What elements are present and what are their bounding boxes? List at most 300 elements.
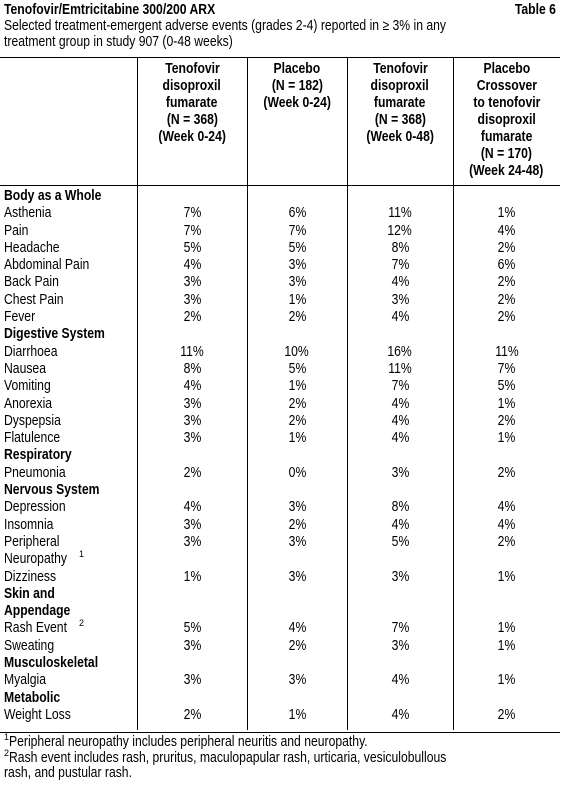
value-text: 7%: [497, 360, 516, 377]
header-divider: [0, 185, 560, 186]
value-text: 7%: [183, 205, 201, 222]
value-cell: [347, 274, 453, 291]
value-cell: [347, 396, 453, 413]
value-cell: [247, 361, 347, 378]
value-text: 2%: [497, 533, 516, 550]
row-label: [4, 499, 77, 516]
row-label-text: Rash Event: [4, 620, 67, 637]
column-header-line: [347, 61, 453, 78]
subtitle-line-2: treatment group in study 907 (0-48 weeks): [4, 34, 233, 50]
value-text: 4%: [183, 378, 201, 395]
value-cell: [247, 569, 347, 586]
footnote-number: 2: [4, 747, 10, 758]
row-label-text: Anorexia: [4, 395, 53, 412]
footnote-number: 1: [4, 732, 10, 743]
value-cell: [137, 569, 247, 586]
row-label-text: Digestive System: [4, 326, 105, 343]
section-header-row: [0, 603, 560, 620]
table-row: [0, 465, 560, 482]
column-header-line: [137, 95, 247, 112]
row-label: [4, 292, 75, 309]
row-label: [4, 240, 70, 257]
value-cell: [453, 707, 560, 724]
value-text: 5%: [183, 620, 201, 637]
row-label-text: Asthenia: [4, 205, 52, 222]
value-cell: [453, 672, 560, 689]
value-text: 2%: [497, 706, 516, 723]
value-text: 2%: [183, 464, 201, 481]
column-header-line: [347, 78, 453, 95]
value-cell: [247, 413, 347, 430]
value-text: 4%: [497, 499, 516, 516]
column-header-line: [453, 146, 560, 163]
value-cell: [453, 430, 560, 447]
value-text: 2%: [497, 309, 516, 326]
row-label-text: Insomnia: [4, 516, 54, 533]
value-text: 4%: [497, 222, 516, 239]
value-cell: [347, 240, 453, 257]
footnote-text: Peripheral neuropathy includes peripheral neuritis and neuropathy.: [9, 734, 368, 750]
value-text: 3%: [391, 568, 409, 585]
value-text: 1%: [288, 291, 306, 308]
value-text: 2%: [497, 274, 516, 291]
value-cell: [247, 309, 347, 326]
row-label-text: Sweating: [4, 637, 55, 654]
value-cell: [347, 292, 453, 309]
row-label-text: Nervous System: [4, 482, 100, 499]
column-header-text: Tenofovir: [164, 61, 220, 77]
column-header-text: fumarate: [480, 129, 533, 145]
row-label-text: Vomiting: [4, 378, 51, 395]
value-cell: [137, 361, 247, 378]
value-cell: [247, 499, 347, 516]
value-text: 3%: [288, 672, 306, 689]
value-text: 1%: [497, 205, 516, 222]
section-label: [4, 690, 71, 707]
column-header-text: disoproxil: [162, 78, 222, 94]
value-text: 3%: [183, 430, 201, 447]
row-label-text: Myalgia: [4, 672, 46, 689]
table-row: [0, 413, 560, 430]
row-label: [4, 378, 60, 395]
value-cell: [137, 223, 247, 240]
value-text: 3%: [183, 412, 201, 429]
column-header-text: Tenofovir: [372, 61, 428, 77]
value-cell: [347, 569, 453, 586]
column-header-text: Crossover: [476, 78, 537, 94]
table-row: [0, 517, 560, 534]
row-label: [4, 274, 69, 291]
value-cell: [247, 396, 347, 413]
column-header-line: [347, 129, 453, 146]
value-text: 7%: [391, 257, 409, 274]
value-cell: [347, 638, 453, 655]
footnote-text: Rash event includes rash, pruritus, maculopapular rash, urticaria, vesiculobullous: [9, 749, 447, 766]
value-cell: [247, 344, 347, 361]
value-text: 2%: [288, 309, 306, 326]
value-cell: [453, 344, 560, 361]
column-header-line: [137, 61, 247, 78]
value-cell: [137, 465, 247, 482]
row-label: [4, 620, 84, 637]
value-text: 3%: [183, 274, 201, 291]
value-cell: [453, 205, 560, 222]
value-text: 3%: [288, 533, 306, 550]
table-number: [507, 2, 556, 18]
row-label: [4, 309, 41, 326]
value-text: 12%: [387, 222, 413, 239]
column-header-text: Placebo: [483, 61, 530, 77]
section-header-row: [0, 482, 560, 499]
value-text: 3%: [288, 274, 306, 291]
value-text: 11%: [388, 360, 412, 377]
column-header-text: (Week 0-24): [263, 95, 331, 111]
row-label-text: Fever: [4, 309, 36, 326]
row-label-text: Flatulence: [4, 430, 61, 447]
value-cell: [453, 292, 560, 309]
value-text: 7%: [183, 222, 201, 239]
table-row: [0, 638, 560, 655]
row-label-text: Chest Pain: [4, 291, 64, 308]
value-cell: [347, 361, 453, 378]
row-label-text: Abdominal Pain: [4, 257, 90, 274]
value-text: 2%: [288, 516, 306, 533]
row-label: [4, 465, 77, 482]
section-label: [4, 586, 64, 603]
value-text: 11%: [388, 205, 412, 222]
column-header-line: [453, 163, 560, 180]
column-header-text: disoproxil: [477, 112, 536, 128]
value-text: 8%: [391, 239, 409, 256]
adverse-events-table: [0, 57, 560, 733]
document-title: Tenofovir/Emtricitabine 300/200 ARX: [4, 2, 216, 18]
value-cell: [347, 499, 453, 516]
value-cell: [137, 292, 247, 309]
value-text: 3%: [183, 672, 201, 689]
column-header-line: [247, 78, 347, 95]
table-row: [0, 378, 560, 395]
value-text: 3%: [183, 533, 201, 550]
column-header-text: fumarate: [166, 95, 218, 111]
row-label: [4, 413, 72, 430]
value-cell: [137, 499, 247, 516]
value-cell: [247, 378, 347, 395]
value-text: 6%: [288, 205, 306, 222]
value-cell: [137, 638, 247, 655]
footnote: [4, 732, 558, 751]
value-cell: [247, 517, 347, 534]
value-text: 3%: [288, 499, 306, 516]
value-cell: [453, 361, 560, 378]
title-row: [4, 2, 558, 18]
section-label: [4, 447, 85, 464]
value-cell: [347, 413, 453, 430]
value-cell: [347, 672, 453, 689]
table-row: [0, 672, 560, 689]
section-label: [4, 482, 118, 499]
column-header: [347, 61, 453, 146]
value-cell: [137, 396, 247, 413]
value-text: 4%: [391, 309, 409, 326]
row-label-text: Peripheral: [4, 533, 60, 550]
column-header: [137, 61, 247, 146]
table-header: [4, 2, 558, 50]
value-cell: [247, 638, 347, 655]
value-cell: [137, 205, 247, 222]
value-text: 16%: [387, 343, 413, 360]
column-header-text: (Week 0-24): [158, 129, 226, 145]
column-header: [453, 61, 560, 180]
value-text: 8%: [183, 360, 201, 377]
value-text: 2%: [288, 412, 306, 429]
value-text: 1%: [288, 430, 306, 447]
table-body: [0, 188, 560, 724]
value-text: 3%: [391, 637, 409, 654]
value-cell: [453, 465, 560, 482]
value-cell: [453, 569, 560, 586]
table-row: [0, 223, 560, 240]
value-cell: [453, 309, 560, 326]
value-text: 1%: [497, 672, 516, 689]
value-text: 7%: [288, 222, 306, 239]
value-text: 10%: [284, 343, 310, 360]
row-label: [4, 430, 71, 447]
value-cell: [453, 257, 560, 274]
footnotes: [4, 732, 558, 782]
value-cell: [453, 240, 560, 257]
value-text: 3%: [391, 464, 409, 481]
column-header-line: [453, 95, 560, 112]
value-text: 4%: [183, 499, 201, 516]
section-label: [4, 655, 116, 672]
table-row: [0, 205, 560, 222]
value-text: 5%: [183, 239, 201, 256]
value-cell: [453, 534, 560, 551]
column-header-text: (N = 368): [166, 112, 218, 128]
column-header-line: [137, 129, 247, 146]
value-cell: [453, 413, 560, 430]
row-label-text: Musculoskeletal: [4, 655, 99, 672]
value-text: 11%: [180, 343, 204, 360]
value-cell: [453, 499, 560, 516]
value-text: 2%: [288, 637, 306, 654]
value-text: 11%: [494, 343, 519, 360]
value-text: 2%: [497, 412, 516, 429]
table-row: [0, 292, 560, 309]
value-text: 4%: [183, 257, 201, 274]
column-header-text: (Week 0-48): [366, 129, 434, 145]
row-label: [4, 517, 63, 534]
value-text: 4%: [391, 274, 409, 291]
value-cell: [137, 672, 247, 689]
value-cell: [347, 517, 453, 534]
value-text: 3%: [391, 291, 409, 308]
value-cell: [247, 620, 347, 637]
section-header-row: [0, 690, 560, 707]
section-header-row: [0, 188, 560, 205]
table-row: [0, 620, 560, 637]
column-header-line: [347, 112, 453, 129]
value-text: 5%: [497, 378, 516, 395]
value-cell: [247, 205, 347, 222]
value-cell: [247, 223, 347, 240]
value-text: 4%: [391, 395, 409, 412]
value-cell: [247, 257, 347, 274]
column-header-text: Placebo: [273, 61, 321, 77]
table-row: [0, 361, 560, 378]
value-cell: [247, 707, 347, 724]
value-cell: [247, 534, 347, 551]
row-label: [4, 257, 106, 274]
row-label: [4, 707, 84, 724]
value-text: 3%: [183, 291, 201, 308]
row-label: [4, 534, 84, 569]
value-cell: [247, 240, 347, 257]
column-header-text: to tenofovir: [473, 95, 540, 111]
table-subtitle: [4, 18, 558, 50]
column-header-line: [247, 95, 347, 112]
column-header-text: (N = 368): [374, 112, 426, 128]
table-row: [0, 707, 560, 724]
row-label-text: Back Pain: [4, 274, 59, 291]
value-cell: [247, 274, 347, 291]
value-text: 2%: [183, 309, 201, 326]
value-text: 1%: [497, 637, 516, 654]
value-text: 3%: [183, 637, 201, 654]
value-cell: [347, 257, 453, 274]
column-header-line: [137, 78, 247, 95]
section-label: [4, 326, 124, 343]
value-text: 3%: [288, 568, 306, 585]
value-cell: [137, 309, 247, 326]
value-cell: [347, 534, 453, 551]
value-cell: [453, 396, 560, 413]
row-label-text: Dizziness: [4, 568, 57, 585]
value-cell: [453, 274, 560, 291]
column-header-text: (Week 24-48): [469, 163, 544, 179]
row-label-text: Pain: [4, 222, 29, 239]
value-cell: [137, 620, 247, 637]
table-row: [0, 569, 560, 586]
row-label: [4, 205, 60, 222]
value-text: 2%: [497, 291, 516, 308]
row-label-text: Depression: [4, 499, 66, 516]
row-label: [4, 223, 33, 240]
column-header-text: (N = 182): [271, 78, 323, 94]
value-text: 3%: [288, 257, 306, 274]
value-text: 0%: [288, 464, 306, 481]
value-text: 7%: [391, 620, 409, 637]
value-cell: [453, 517, 560, 534]
value-text: 4%: [497, 516, 516, 533]
section-header-row: [0, 655, 560, 672]
row-label: [4, 361, 54, 378]
row-label-text: Headache: [4, 239, 60, 256]
value-cell: [347, 309, 453, 326]
table-row: [0, 534, 560, 569]
row-label-text: Dyspepsia: [4, 412, 61, 429]
column-header-line: [453, 78, 560, 95]
value-text: 5%: [391, 533, 409, 550]
value-text: 7%: [391, 378, 409, 395]
value-text: 4%: [391, 672, 409, 689]
column-header-text: fumarate: [374, 95, 426, 111]
footnote-marker: 1: [78, 549, 84, 560]
table-number-label: Table 6: [514, 2, 556, 18]
value-cell: [137, 240, 247, 257]
table-row: [0, 309, 560, 326]
row-label-text: Appendage: [4, 603, 71, 620]
value-cell: [137, 378, 247, 395]
row-label-text: Neuropathy: [4, 551, 67, 568]
value-cell: [247, 292, 347, 309]
value-cell: [453, 638, 560, 655]
footnote-text: rash, and pustular rash.: [4, 765, 132, 781]
footnote: [4, 747, 558, 767]
section-header-row: [0, 586, 560, 603]
row-label: [4, 344, 68, 361]
row-label-text: Respiratory: [4, 447, 72, 464]
subtitle-line-1: Selected treatment-emergent adverse events (grades 2-4) reported in ≥ 3% in any: [4, 18, 447, 34]
value-cell: [347, 430, 453, 447]
section-label: [4, 188, 120, 205]
column-header: [247, 61, 347, 112]
value-text: 5%: [288, 360, 306, 377]
value-cell: [347, 378, 453, 395]
column-header-line: [137, 112, 247, 129]
row-label-text: Nausea: [4, 360, 46, 377]
column-header-line: [347, 95, 453, 112]
table-row: [0, 499, 560, 516]
table-row: [0, 240, 560, 257]
row-label: [4, 638, 64, 655]
value-text: 4%: [391, 412, 409, 429]
table-row: [0, 430, 560, 447]
value-cell: [137, 344, 247, 361]
row-label: [4, 569, 66, 586]
value-cell: [137, 517, 247, 534]
value-cell: [137, 413, 247, 430]
column-header-line: [453, 112, 560, 129]
value-text: 4%: [288, 620, 306, 637]
section-header-row: [0, 326, 560, 343]
value-text: 1%: [497, 620, 516, 637]
value-cell: [247, 672, 347, 689]
value-cell: [347, 223, 453, 240]
row-label-text: Skin and: [4, 585, 55, 602]
column-header-text: (N = 170): [480, 146, 533, 162]
value-text: 2%: [183, 706, 201, 723]
column-header-text: disoproxil: [370, 78, 430, 94]
value-text: 8%: [391, 499, 409, 516]
value-text: 1%: [497, 430, 516, 447]
column-header-line: [453, 61, 560, 78]
value-text: 1%: [183, 568, 201, 585]
value-text: 3%: [183, 516, 201, 533]
value-text: 4%: [391, 516, 409, 533]
value-text: 1%: [497, 568, 516, 585]
value-text: 1%: [288, 706, 306, 723]
column-header-line: [453, 129, 560, 146]
column-header-line: [247, 61, 347, 78]
section-header-row: [0, 447, 560, 464]
value-cell: [137, 534, 247, 551]
table-row: [0, 344, 560, 361]
section-label: [4, 603, 83, 620]
value-text: 4%: [391, 430, 409, 447]
value-text: 3%: [183, 395, 201, 412]
value-cell: [347, 465, 453, 482]
